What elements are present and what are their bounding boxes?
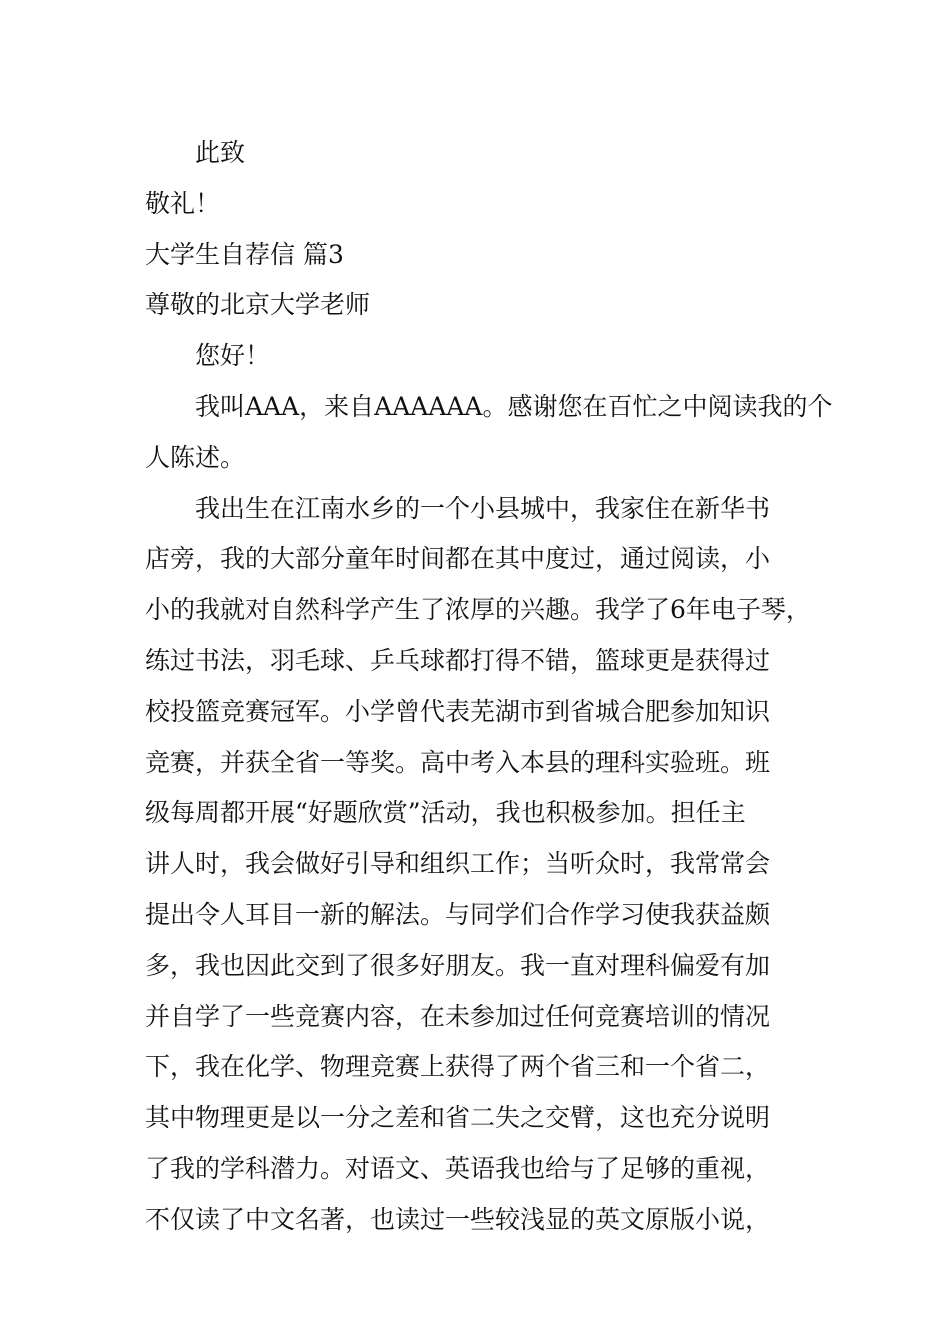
paragraph-line: 多，我也因此交到了很多好朋友。我一直对理科偏爱有加 [145, 950, 771, 980]
paragraph-line: 了我的学科潜力。对语文、英语我也给与了足够的重视， [145, 1153, 771, 1183]
paragraph-line: 小的我就对自然科学产生了浓厚的兴趣。我学了6年电子琴， [145, 595, 811, 625]
paragraph-line: 我出生在江南水乡的一个小县城中，我家住在新华书 [195, 493, 771, 523]
letter-greeting: 您好！ [195, 341, 271, 371]
closing-salutation: 此致 [195, 138, 246, 167]
paragraph-line: 我叫AAA，来自AAAAAA。感谢您在百忙之中阅读我的个 [195, 391, 833, 421]
paragraph-line: 不仅读了中文名著，也读过一些较浅显的英文原版小说， [145, 1204, 771, 1234]
letter-recipient: 尊敬的北京大学老师 [145, 290, 371, 320]
paragraph-line: 竞赛，并获全省一等奖。高中考入本县的理科实验班。班 [145, 747, 771, 777]
paragraph-line: 级每周都开展“好题欣赏”活动，我也积极参加。担任主 [145, 798, 746, 828]
paragraph-line: 下，我在化学、物理竞赛上获得了两个省三和一个省二， [145, 1052, 771, 1082]
closing-regards: 敬礼！ [145, 188, 221, 218]
paragraph-line: 其中物理更是以一分之差和省二失之交臂，这也充分说明 [145, 1103, 771, 1133]
paragraph-line: 讲人时，我会做好引导和组织工作；当听众时，我常常会 [145, 849, 771, 879]
paragraph-line: 并自学了一些竞赛内容，在未参加过任何竞赛培训的情况 [145, 1001, 771, 1031]
section-heading: 大学生自荐信 篇3 [145, 239, 344, 269]
paragraph-line: 练过书法，羽毛球、乒乓球都打得不错，篮球更是获得过 [145, 645, 771, 675]
paragraph-line: 人陈述。 [145, 442, 246, 472]
document-body [145, 128, 835, 1246]
paragraph-line: 提出令人耳目一新的解法。与同学们合作学习使我获益颇 [145, 899, 771, 929]
paragraph-line: 校投篮竞赛冠军。小学曾代表芜湖市到省城合肥参加知识 [145, 696, 771, 726]
paragraph-line: 店旁，我的大部分童年时间都在其中度过，通过阅读，小 [145, 544, 771, 574]
